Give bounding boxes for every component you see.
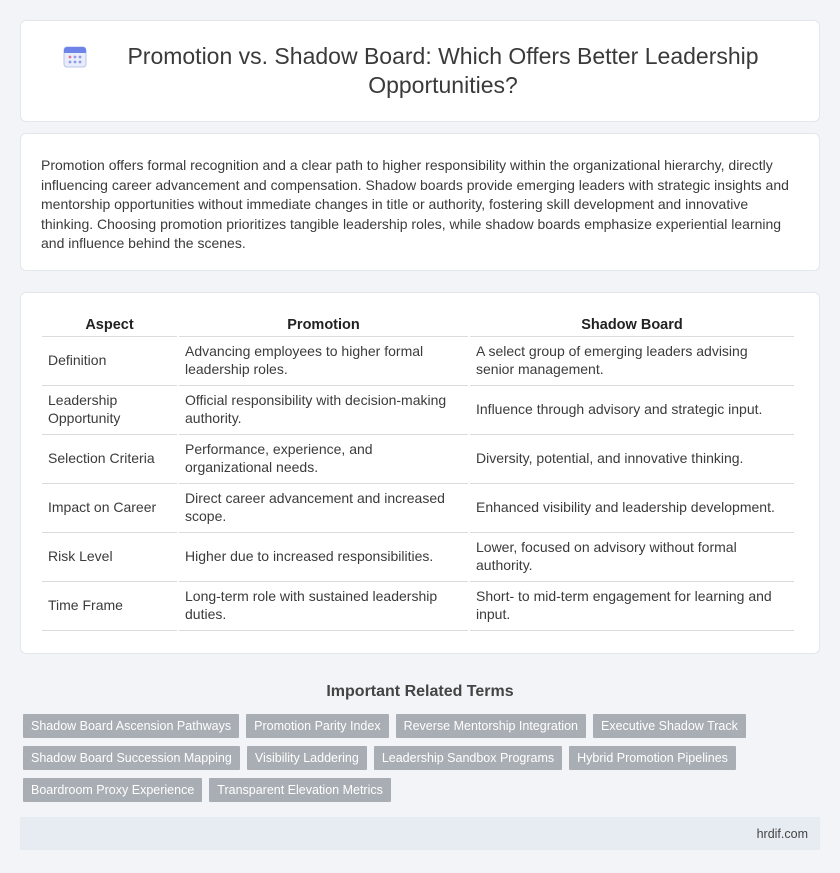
footer <box>20 817 820 850</box>
related-term-tag[interactable]: Leadership Sandbox Programs <box>374 746 562 770</box>
table-cell-aspect: Impact on Career <box>42 484 177 533</box>
related-term-tag[interactable]: Shadow Board Ascension Pathways <box>23 714 239 738</box>
table-cell-promotion: Performance, experience, and organizational needs. <box>179 435 468 484</box>
table-row <box>42 484 794 533</box>
table-cell-shadow-board: A select group of emerging leaders advising senior management. <box>470 337 794 386</box>
summary-text: Promotion offers formal recognition and a clear path to higher responsibility within the organizational hierarchy, directly influencing career advancement and compensation. Shadow boards provide emerging leaders with strategic insights and mentorship opportunities without immediate changes in title or authority, fostering skill development and innovative thinking. Choosing promotion prioritizes tangible leadership roles, while shadow boards emphasize experiential learning and influence behind the scenes. <box>41 157 789 252</box>
related-term-tag[interactable]: Reverse Mentorship Integration <box>396 714 586 738</box>
column-header-aspect: Aspect <box>42 315 177 337</box>
related-terms-title: Important Related Terms <box>326 683 514 700</box>
table-row <box>42 435 794 484</box>
related-term-tag[interactable]: Boardroom Proxy Experience <box>23 778 202 802</box>
table-header-row <box>42 315 794 337</box>
table-cell-shadow-board: Influence through advisory and strategic input. <box>470 386 794 435</box>
table-cell-aspect: Definition <box>42 337 177 386</box>
related-terms-list <box>20 714 820 810</box>
title-wrap <box>62 42 778 100</box>
table-cell-promotion: Advancing employees to higher formal leadership roles. <box>179 337 468 386</box>
table-cell-shadow-board: Short- to mid-term engagement for learning and input. <box>470 582 794 631</box>
comparison-table <box>40 315 796 631</box>
table-cell-shadow-board: Lower, focused on advisory without formal authority. <box>470 533 794 582</box>
table-cell-aspect: Selection Criteria <box>42 435 177 484</box>
page-title: Promotion vs. Shadow Board: Which Offers Better Leadership Opportunities? <box>127 43 759 98</box>
table-cell-promotion: Higher due to increased responsibilities. <box>179 533 468 582</box>
table-cell-promotion: Long-term role with sustained leadership duties. <box>179 582 468 631</box>
title-card <box>20 20 820 122</box>
table-cell-aspect: Leadership Opportunity <box>42 386 177 435</box>
calendar-icon <box>62 43 88 69</box>
table-cell-aspect: Risk Level <box>42 533 177 582</box>
table-cell-shadow-board: Diversity, potential, and innovative thinking. <box>470 435 794 484</box>
table-row <box>42 337 794 386</box>
table-row <box>42 386 794 435</box>
table-row <box>42 582 794 631</box>
related-term-tag[interactable]: Transparent Elevation Metrics <box>209 778 391 802</box>
related-term-tag[interactable]: Hybrid Promotion Pipelines <box>569 746 736 770</box>
related-term-tag[interactable]: Visibility Laddering <box>247 746 367 770</box>
table-cell-promotion: Direct career advancement and increased scope. <box>179 484 468 533</box>
comparison-card <box>20 292 820 654</box>
footer-site-link[interactable]: hrdif.com <box>756 826 808 841</box>
table-cell-shadow-board: Enhanced visibility and leadership development. <box>470 484 794 533</box>
related-term-tag[interactable]: Executive Shadow Track <box>593 714 746 738</box>
related-term-tag[interactable]: Promotion Parity Index <box>246 714 388 738</box>
table-row <box>42 533 794 582</box>
table-cell-promotion: Official responsibility with decision-making authority. <box>179 386 468 435</box>
related-term-tag[interactable]: Shadow Board Succession Mapping <box>23 746 240 770</box>
column-header-promotion: Promotion <box>179 315 468 337</box>
summary-card <box>20 133 820 271</box>
table-cell-aspect: Time Frame <box>42 582 177 631</box>
column-header-shadow-board: Shadow Board <box>470 315 794 337</box>
